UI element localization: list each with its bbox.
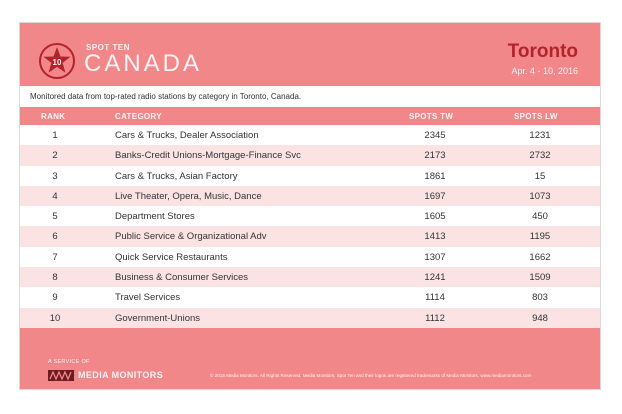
header-spots-tw: SPOTS TW xyxy=(409,112,454,121)
header-category: CATEGORY xyxy=(115,112,162,121)
table-row xyxy=(20,308,600,328)
table-row xyxy=(20,287,600,307)
cell-spots-lw: 2732 xyxy=(529,150,551,162)
cell-spots-tw: 2345 xyxy=(424,130,446,141)
cell-spots-lw: 1073 xyxy=(529,190,551,202)
cell-rank: 5 xyxy=(52,211,58,223)
table-row xyxy=(20,145,600,165)
table-row xyxy=(20,226,600,246)
cell-spots-tw: 1241 xyxy=(424,272,446,284)
table-header xyxy=(20,107,600,125)
cell-spots-tw: 1307 xyxy=(424,251,446,263)
cell-spots-lw: 450 xyxy=(532,211,548,223)
spot-ten-star-icon xyxy=(38,42,76,80)
report-header xyxy=(20,23,600,85)
cell-spots-lw: 803 xyxy=(532,292,548,304)
cell-category: Travel Services xyxy=(115,292,181,304)
cell-category: Cars & Trucks, Asian Factory xyxy=(115,170,238,182)
cell-spots-tw: 1112 xyxy=(425,312,445,324)
legal-notice: © 2016 Media Monitors. All Rights Reserved. Media Monitors, Spot Ten and their logos are registered trademarks of Media Monitors. www.mediamonitors.com xyxy=(210,373,532,378)
header-rank: RANK xyxy=(41,112,66,121)
media-monitors-mark-icon xyxy=(48,370,74,381)
city-name: Toronto xyxy=(507,41,578,62)
cell-spots-lw: 948 xyxy=(532,312,548,324)
cell-spots-tw: 1114 xyxy=(425,292,445,304)
cell-spots-lw: 1509 xyxy=(529,272,551,284)
report-card xyxy=(19,22,601,390)
company-name: MEDIA MONITORS xyxy=(78,370,164,380)
cell-category: Business & Consumer Services xyxy=(115,272,249,284)
cell-spots-lw: 1662 xyxy=(529,251,551,263)
date-range: Apr. 4 - 10, 2016 xyxy=(511,66,578,76)
brand-subtitle: SPOT TEN xyxy=(86,43,131,52)
table-row xyxy=(20,186,600,206)
table-row xyxy=(20,125,600,145)
cell-rank: 8 xyxy=(52,272,58,284)
cell-rank: 10 xyxy=(49,312,61,324)
cell-category: Live Theater, Opera, Music, Dance xyxy=(115,190,262,202)
description: Monitored data from top-rated radio stations by category in Toronto, Canada. xyxy=(20,86,600,107)
badge-number: 10 xyxy=(52,58,62,67)
cell-rank: 9 xyxy=(52,292,58,304)
header-spots-lw: SPOTS LW xyxy=(514,112,558,121)
cell-rank: 1 xyxy=(52,130,58,141)
cell-rank: 7 xyxy=(52,251,58,263)
cell-category: Banks-Credit Unions-Mortgage-Finance Svc xyxy=(115,150,301,162)
cell-spots-lw: 1231 xyxy=(529,130,551,141)
cell-category: Department Stores xyxy=(115,211,195,223)
cell-spots-lw: 1195 xyxy=(529,231,551,243)
cell-category: Government-Unions xyxy=(115,312,201,324)
cell-spots-lw: 15 xyxy=(534,170,546,182)
cell-rank: 4 xyxy=(52,190,58,202)
cell-spots-tw: 1861 xyxy=(424,170,446,182)
cell-category: Cars & Trucks, Dealer Association xyxy=(115,130,259,141)
table-row xyxy=(20,166,600,186)
table-row xyxy=(20,247,600,267)
cell-rank: 2 xyxy=(52,150,58,162)
media-monitors-logo xyxy=(48,368,163,382)
cell-spots-tw: 1697 xyxy=(424,190,446,202)
table-row xyxy=(20,206,600,226)
brand-title: CANADA xyxy=(84,50,203,77)
cell-category: Quick Service Restaurants xyxy=(115,251,228,263)
table-row xyxy=(20,267,600,287)
cell-rank: 6 xyxy=(52,231,58,243)
cell-spots-tw: 1413 xyxy=(424,231,446,243)
cell-category: Public Service & Organizational Adv xyxy=(115,231,267,243)
service-label: A SERVICE OF xyxy=(48,359,90,365)
cell-spots-tw: 1605 xyxy=(424,211,446,223)
table-body xyxy=(20,125,600,328)
cell-rank: 3 xyxy=(52,170,58,182)
cell-spots-tw: 2173 xyxy=(424,150,446,162)
